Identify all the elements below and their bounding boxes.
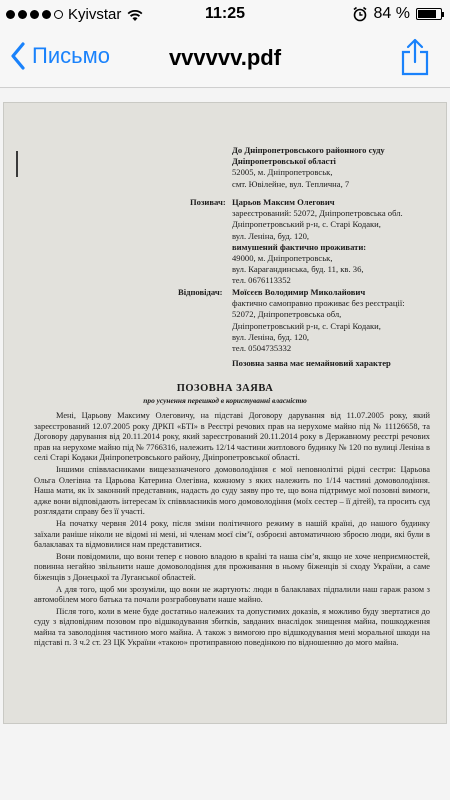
court-line: До Дніпропетровського районного суду bbox=[232, 145, 385, 155]
body-paragraph: Мені, Царьову Максиму Олеговичу, на підставі Договору дарування від 11.07.2005 року, який зареєстрований 12.07.2005 року ДРКП «БТІ» в Реєстрі речових прав на нерухоме майно під № 11126658, та Договору дарування від 20.11.2014 року, який зареєстрований 20.11.2014 року в Державному реєстрі речових прав на нерухоме майно під № 7766316, належить 12/14 частини житлового будинку № 120 по вулиці Леніна в селі Старі Кодаки Дніпропетровського району, Дніпропетровської області. bbox=[34, 411, 430, 463]
plaintiff-line: вул. Леніна, буд. 120, bbox=[232, 230, 310, 241]
body-paragraph: А для того, щоб ми зрозуміли, що вони не жартують: люди в балаклавах підпалили наш гараж разом з автомобілем мого батька та почали розграбовувати наше майно. bbox=[34, 584, 430, 605]
claim-body bbox=[34, 411, 430, 650]
plaintiff-forced-label: вимушений фактично проживати: bbox=[232, 241, 367, 252]
alarm-clock-icon bbox=[352, 6, 368, 22]
pen-mark bbox=[16, 151, 18, 177]
plaintiff-forced-line: 49000, м. Дніпропетровськ, bbox=[232, 253, 333, 264]
claim-title: ПОЗОВНА ЗАЯВА bbox=[176, 383, 274, 394]
plaintiff-line: Дніпропетровський р-н, с. Старі Кодаки, bbox=[232, 219, 381, 230]
claim-subtitle: про усунення перешкод в користуванні власністю bbox=[143, 396, 307, 405]
plaintiff-label: Позивач: bbox=[190, 197, 226, 207]
defendant-block bbox=[232, 287, 405, 369]
defendant-line: 52072, Дніпропетровська обл, bbox=[232, 309, 342, 320]
court-line: смт. Ювілейне, вул. Теплична, 7 bbox=[232, 178, 350, 189]
battery-fill bbox=[418, 10, 436, 18]
body-paragraph: На початку червня 2014 року, після зміни політичного режиму в нашій країні, до нашого будинку заїхали раніше ніколи не відомі ні мені, ні членам моєї сім’ї, озброєні автоматичною зброєю люди, які були в балаклавах та відмовилися нам представитися. bbox=[34, 518, 430, 550]
status-bar bbox=[0, 0, 450, 28]
back-button-label: Письмо bbox=[32, 43, 110, 68]
battery-percent: 84 % bbox=[373, 5, 410, 22]
pdf-viewer[interactable] bbox=[0, 89, 450, 800]
status-time: 11:25 bbox=[204, 5, 246, 22]
share-icon[interactable] bbox=[400, 38, 430, 76]
status-right-group bbox=[352, 5, 442, 23]
defendant-line: фактично самоправно проживає без реєстрації: bbox=[232, 298, 405, 309]
body-paragraph: Після того, коли в мене буде достатньо належних та допустимих доказів, я можливо буду звертатися до суду з відповідним позовом про відшкодування збитків, завданих внаслідок знищення майна, пошкодження майна та заволодіння частиною мого майна. А також з вимогою про відшкодування мені моральної шкоди на підставі п. 3 ч.2 ст. 23 ЦК України «такою» протиправною поведінкою по відношенню до мого майна. bbox=[34, 606, 430, 648]
defendant-line: Дніпропетровський р-н, с. Старі Кодаки, bbox=[232, 320, 381, 331]
plaintiff-block bbox=[232, 197, 403, 287]
document-title: vvvvvv.pdf bbox=[168, 45, 282, 70]
defendant-line: тел. 0504735332 bbox=[232, 343, 292, 354]
navigation-bar bbox=[0, 28, 450, 88]
claim-note: Позовна заява має немайновий характер bbox=[232, 358, 391, 369]
pdf-page[interactable] bbox=[4, 103, 446, 723]
body-paragraph: Іншими співвласниками вищезазначеного домоволодіння є мої неповнолітні рідні сестри: Царьова Ольга Олегівна та Царьова Катерина Олегівна, кожному з яких належить по 1/14 частині домоволодіння. Наша мати, як їх законний представник, надасть до суду заяву про те, що вона підтримує мої позовні вимоги, адже вони відповідають інтересам їх співвласників мого домоволодіння (моїх сестер – її дітей), та просить суд розглядати справу без її участі. bbox=[34, 464, 430, 517]
plaintiff-name: Царьов Максим Олегович bbox=[232, 197, 335, 207]
battery-icon bbox=[416, 8, 442, 20]
court-line: Дніпропетровської області bbox=[232, 156, 336, 167]
defendant-line: вул. Леніна, буд. 120, bbox=[232, 331, 310, 342]
plaintiff-forced-line: тел. 0676113352 bbox=[232, 275, 291, 286]
carrier-name: Kyivstar bbox=[68, 6, 122, 23]
defendant-name: Моїсєєв Володимир Миколайович bbox=[232, 287, 366, 297]
body-paragraph: Вони повідомили, що вони тепер є новою владою в країні та наша сім’я, якщо не хоче неприємностей, повинна негайно звільнити наше домоволодіння для проживання в ньому біженців зі сходу України, а саме біженців з Донецької та Луганської областей. bbox=[34, 551, 430, 582]
plaintiff-line: зареєстрований: 52072, Дніпропетровська обл. bbox=[232, 208, 403, 219]
court-address bbox=[232, 145, 385, 190]
plaintiff-forced-line: вул. Карагандинська, буд. 11, кв. 36, bbox=[232, 264, 364, 275]
court-line: 52005, м. Дніпропетровськ, bbox=[232, 167, 333, 178]
defendant-label: Відповідач: bbox=[178, 287, 223, 297]
